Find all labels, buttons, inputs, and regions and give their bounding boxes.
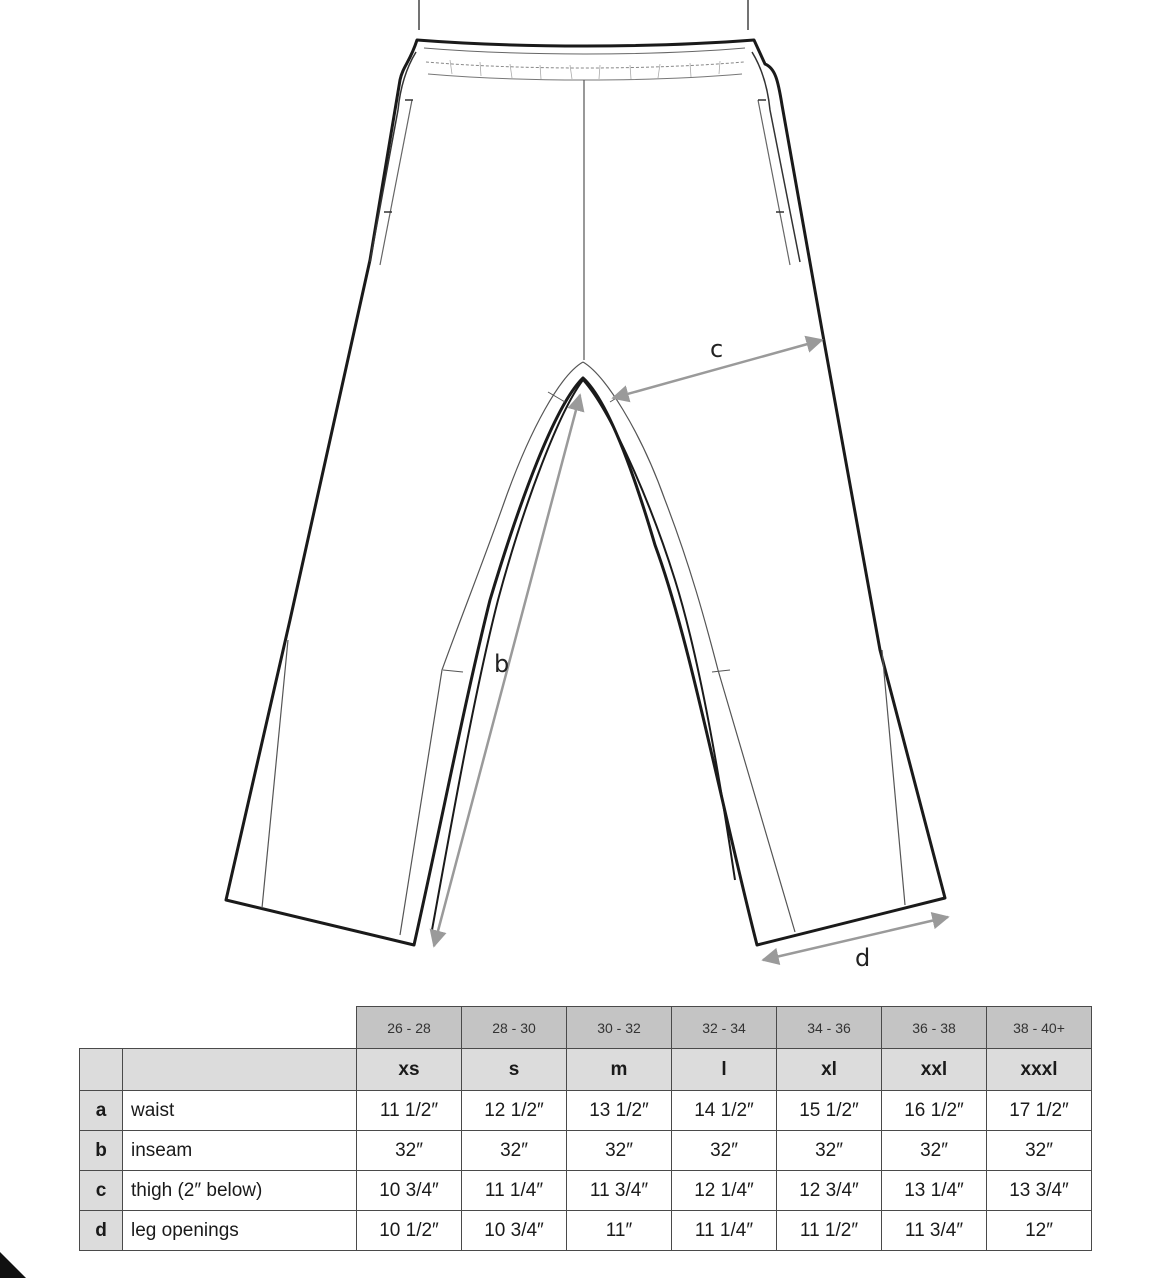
- corner-triangle-decoration: [0, 1252, 26, 1278]
- table-row: [80, 1211, 1092, 1251]
- measure-value: 10 1/2″: [357, 1211, 462, 1251]
- measure-name: leg openings: [123, 1211, 357, 1251]
- measure-value: 10 3/4″: [462, 1211, 567, 1251]
- label-b: b: [494, 650, 510, 678]
- label-d: d: [855, 944, 871, 972]
- measure-value: 32″: [462, 1131, 567, 1171]
- measure-letter: b: [80, 1131, 123, 1171]
- size-header-row: [80, 1049, 1092, 1091]
- measure-value: 17 1/2″: [987, 1091, 1092, 1131]
- size-chart-table: [79, 1006, 1092, 1251]
- measure-value: 11 1/2″: [777, 1211, 882, 1251]
- measure-value: 12″: [987, 1211, 1092, 1251]
- measure-value: 16 1/2″: [882, 1091, 987, 1131]
- measure-value: 32″: [777, 1131, 882, 1171]
- size-header-cell: xl: [777, 1049, 882, 1091]
- table-row: [80, 1171, 1092, 1211]
- waist-range-cell: 34 - 36: [777, 1007, 882, 1049]
- size-header-cell: m: [567, 1049, 672, 1091]
- size-header-cell: xxxl: [987, 1049, 1092, 1091]
- table-corner-blank: [80, 1007, 357, 1049]
- measure-value: 15 1/2″: [777, 1091, 882, 1131]
- measure-value: 12 1/4″: [672, 1171, 777, 1211]
- size-header-cell: l: [672, 1049, 777, 1091]
- measure-value: 32″: [567, 1131, 672, 1171]
- waist-range-cell: 38 - 40+: [987, 1007, 1092, 1049]
- measure-value: 32″: [357, 1131, 462, 1171]
- size-header-name-blank: [123, 1049, 357, 1091]
- measure-value: 10 3/4″: [357, 1171, 462, 1211]
- waist-range-row: [80, 1007, 1092, 1049]
- size-header-cell: s: [462, 1049, 567, 1091]
- label-c: c: [710, 335, 724, 363]
- measure-name: inseam: [123, 1131, 357, 1171]
- measure-value: 13 1/2″: [567, 1091, 672, 1131]
- measure-value: 11 3/4″: [882, 1211, 987, 1251]
- measure-name: thigh (2″ below): [123, 1171, 357, 1211]
- waist-range-cell: 28 - 30: [462, 1007, 567, 1049]
- measure-value: 32″: [882, 1131, 987, 1171]
- waist-range-cell: 32 - 34: [672, 1007, 777, 1049]
- size-header-cell: xxl: [882, 1049, 987, 1091]
- measure-value: 11″: [567, 1211, 672, 1251]
- measure-name: waist: [123, 1091, 357, 1131]
- waist-range-cell: 26 - 28: [357, 1007, 462, 1049]
- size-header-letter-blank: [80, 1049, 123, 1091]
- table-row: [80, 1131, 1092, 1171]
- measure-value: 11 1/4″: [672, 1211, 777, 1251]
- measure-value: 11 1/4″: [462, 1171, 567, 1211]
- table-row: [80, 1091, 1092, 1131]
- measure-value: 13 1/4″: [882, 1171, 987, 1211]
- measure-letter: c: [80, 1171, 123, 1211]
- size-header-cell: xs: [357, 1049, 462, 1091]
- measure-value: 12 1/2″: [462, 1091, 567, 1131]
- measure-value: 12 3/4″: [777, 1171, 882, 1211]
- pants-outline: [226, 40, 945, 945]
- measure-value: 13 3/4″: [987, 1171, 1092, 1211]
- measure-value: 32″: [672, 1131, 777, 1171]
- waist-range-cell: 36 - 38: [882, 1007, 987, 1049]
- measure-value: 11 3/4″: [567, 1171, 672, 1211]
- measure-value: 32″: [987, 1131, 1092, 1171]
- measure-letter: a: [80, 1091, 123, 1131]
- measure-value: 14 1/2″: [672, 1091, 777, 1131]
- measure-letter: d: [80, 1211, 123, 1251]
- waist-range-cell: 30 - 32: [567, 1007, 672, 1049]
- measure-value: 11 1/2″: [357, 1091, 462, 1131]
